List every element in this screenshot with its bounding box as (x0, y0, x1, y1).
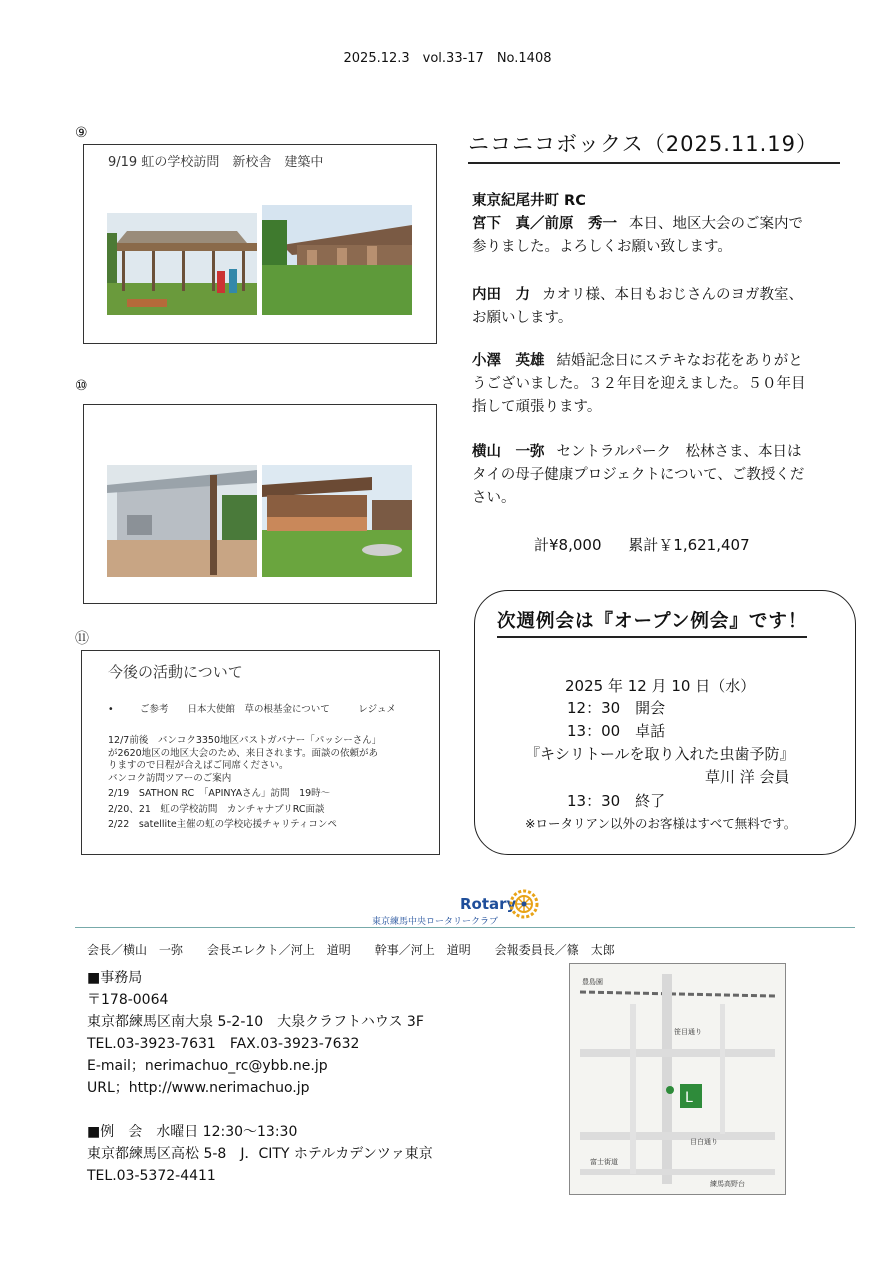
niconico-total: 計¥8,000 (534, 536, 602, 554)
activity-line: が2620地区の地区大会のため、来日されます。面談の依頼があ (108, 747, 379, 759)
next-meeting-talk-title: 『キシリトールを取り入れた虫歯予防』 (525, 745, 795, 763)
meeting-heading: ■例 会 水曜日 12:30～13:30 (87, 1124, 298, 1140)
next-meeting-title: 次週例会は『オープン例会』です！ (497, 607, 807, 638)
niconico-totals (534, 534, 750, 555)
next-meeting-close: 13：30 終了 (567, 792, 666, 810)
next-meeting-open: 12：30 開会 (567, 699, 666, 717)
entry-text: 参りました。よろしくお願い致します。 (472, 239, 732, 255)
niconico-entry (472, 213, 840, 259)
entry-text: 結婚記念日にステキなお花をありがと (556, 353, 803, 369)
school-building-photo-2 (262, 465, 412, 577)
office-email[interactable]: E-mail；nerimachuo_rc@ybb.ne.jp (87, 1058, 328, 1074)
activity-line: 2/22 satellite主催の虹の学校応援チャリティコンペ (108, 819, 337, 830)
niconico-entry (472, 350, 840, 419)
entry-text: お願いします。 (472, 310, 573, 326)
section-number-9: ⑨ (75, 125, 88, 141)
map-label: 笹目通り (674, 1028, 702, 1036)
office-block (87, 967, 507, 1187)
map-label: 富士街道 (590, 1158, 618, 1166)
niconico-cumulative: 累計￥1,621,407 (628, 536, 750, 554)
office-address: 東京都練馬区南大泉 5-2-10 大泉クラフトハウス 3F (87, 1014, 424, 1030)
access-map (569, 963, 786, 1195)
activity-line: バンコク訪問ツアーのご案内 (108, 772, 232, 784)
photo-caption-9: 9/19 虹の学校訪問 新校舎 建築中 (108, 155, 324, 170)
niconico-title: ニコニコボックス（2025.11.19） (468, 128, 840, 164)
school-construction-photo-2 (262, 205, 412, 315)
meeting-venue-tel: TEL.03-5372-4411 (87, 1168, 216, 1184)
footer-divider (75, 927, 855, 928)
map-label: 練馬高野台 (710, 1180, 745, 1188)
entry-text: タイの母子健康プロジェクトについて、ご教授くだ (472, 467, 805, 483)
rotary-wheel-icon (509, 889, 539, 923)
map-label: 豊島園 (582, 978, 603, 986)
entry-text: 本日、地区大会のご案内で (629, 216, 803, 232)
svg-text:L: L (685, 1090, 693, 1106)
office-zip: 〒178-0064 (87, 992, 169, 1008)
activities-title: 今後の活動について (108, 663, 243, 681)
next-meeting-date: 2025 年 12 月 10 日（水） (565, 677, 756, 695)
activity-line: 2/19 SATHON RC 「APINYAさん」訪問 19時～ (108, 788, 331, 799)
entry-text: 指して頑張ります。 (472, 399, 602, 415)
meeting-venue: 東京都練馬区高松 5-8 J．CITY ホテルカデンツァ東京 (87, 1146, 433, 1162)
niconico-club: 東京紀尾井町 RC (472, 193, 586, 209)
school-building-photo-1 (107, 465, 257, 577)
section-number-11: ⑪ (75, 631, 89, 647)
photo-frame-9 (83, 144, 437, 344)
next-meeting-speaker: 草川 洋 会員 (705, 768, 790, 786)
entry-name: 小澤 英雄 (472, 353, 545, 369)
school-construction-photo-1 (107, 213, 257, 315)
niconico-entry (472, 284, 840, 330)
activities-ref-line: ご参考 日本大使館 草の根基金について レジュメ (140, 704, 396, 715)
rotary-club-name: 東京練馬中央ロータリークラブ (372, 917, 499, 927)
activities-list (108, 735, 381, 832)
activity-line: 12/7前後 バンコク3350地区パストガバナー「パッシーさん」 (108, 735, 382, 746)
entry-name: 宮下 真／前原 秀一 (472, 216, 617, 232)
entry-text: さい。 (472, 490, 516, 506)
entry-text: うございました。３２年目を迎えました。５０年目 (472, 376, 806, 392)
office-tel: TEL.03-3923-7631 FAX.03-3923-7632 (87, 1036, 360, 1052)
officers-line: 会長／横山 一弥 会長エレクト／河上 道明 幹事／河上 道明 会報委員長／篠 太郎 (87, 943, 615, 957)
office-url[interactable]: URL；http://www.nerimachuo.jp (87, 1080, 310, 1096)
activity-line: りますので日程が合えばご同席ください。 (108, 760, 289, 771)
office-heading: ■事務局 (87, 970, 143, 986)
niconico-entry (472, 441, 840, 510)
rotary-wordmark: Rotary (460, 895, 517, 913)
activity-line: 2/20、21 虹の学校訪問 カンチャナブリRC面談 (108, 803, 325, 815)
photo-frame-10 (83, 404, 437, 604)
map-label: 目白通り (690, 1138, 718, 1146)
entry-name: 内田 力 (472, 287, 530, 303)
section-number-10: ⑩ (75, 378, 88, 394)
entry-text: カオリ様、本日もおじさんのヨガ教室、 (542, 287, 803, 303)
activities-bullet: • (108, 704, 114, 715)
next-meeting-talk: 13：00 卓話 (567, 722, 666, 740)
activities-frame (81, 650, 440, 855)
next-meeting-note: ※ロータリアン以外のお客様はすべて無料です。 (525, 816, 797, 831)
entry-name: 横山 一弥 (472, 444, 545, 460)
entry-text: セントラルパーク 松林さま、本日は (556, 444, 802, 460)
issue-header: 2025.12.3 vol.33-17 No.1408 (343, 51, 552, 66)
next-meeting-box (474, 590, 856, 855)
